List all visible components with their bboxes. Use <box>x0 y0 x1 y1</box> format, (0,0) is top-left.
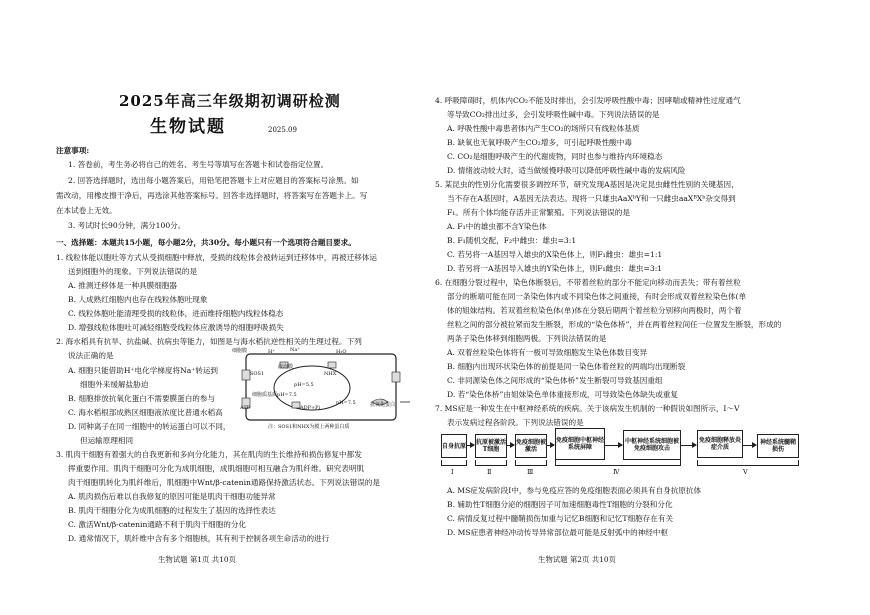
diagram-label: 细胞膜 <box>232 348 248 354</box>
option: C. 病情反复过程中髓鞘损伤加重与记忆B细胞和记忆T细胞存在有关 <box>447 514 674 523</box>
option: B. 缺氧也无氧呼吸产生CO₂增多，可引起呼吸性酸中毒 <box>447 138 632 147</box>
notice-line: 2. 回答选择题时，选出每小题答案后，用铅笔把答题卡上对应题目的答案标号涂黑。如 <box>68 176 359 185</box>
membrane-transport-diagram <box>232 342 412 432</box>
question-stem: 等导致CO₂排出过多，会引发呼吸性碱中毒。下列说法错误的是 <box>447 110 660 119</box>
diagram-label: H⁺ <box>268 349 275 355</box>
question-stem: 挥重要作用。肌肉干细胞可分化为成肌细胞，成肌细胞可相互融合为肌纤维。研究表明肌 <box>68 464 365 473</box>
diagram-label: ADP+Pi <box>300 405 321 411</box>
flow-arrow <box>546 445 554 446</box>
question-stem: 说法正确的是 <box>68 351 114 360</box>
question-stem: F₁。所有个体均能存活并正常繁殖。下列说法错误的是 <box>447 208 630 217</box>
option: D. MS症患者神经冲动传导异常部位最可能是反射弧中的神经中枢 <box>447 528 669 537</box>
stage-label: Ⅴ <box>743 468 748 476</box>
option: A. 肌肉损伤后难以自我修复的原因可能是肌肉干细胞功能异常 <box>68 492 276 501</box>
option: A. 双着丝粒染色体将有一极可导致细胞发生染色体数目变异 <box>447 348 648 357</box>
question-stem: 5. 某昆虫的性别分化需要很多调控环节，研究发现A基因是决定昆虫雌性性别的关键基因， <box>435 180 739 189</box>
option: A. 细胞只能借助H⁺电化学梯度将Na⁺转运到 <box>68 366 219 375</box>
question-stem: 1. 线粒体能以胞吐等方式从受损细胞中释放，受损的线粒体会被转运到迁移体中，再被迁移体运 <box>56 253 377 262</box>
stage-brace <box>475 460 507 466</box>
flow-arrow <box>742 445 756 446</box>
page-footer: 生物试题 第2页 共10页 <box>538 555 616 564</box>
flow-box: 免疫细胞被激活 <box>515 434 547 458</box>
diagram-label: 液泡膜 <box>278 364 294 370</box>
question-stem: 部分的断端可能在同一条染色体内或不同染色体之间重接，有时会形成双着丝粒染色体(单 <box>447 292 747 301</box>
flow-box: 中枢神经系统细胞被免疫细胞攻击 <box>623 430 681 460</box>
question-stem: 丝粒之间的部分被拉紧而发生断裂，形成的“染色体桥”，并在两着丝粒间任一位置发生断裂，形成的 <box>447 320 782 329</box>
option: C. 激活Wnt/β-catenin通路不利于肌肉干细胞的分化 <box>68 520 247 529</box>
diagram-label: Na⁺ <box>290 347 300 353</box>
diagram-label: pH=5.5 <box>294 382 314 388</box>
exam-date: 2025.09 <box>268 126 297 134</box>
page-footer: 生物试题 第1页 共10页 <box>158 555 236 564</box>
question-stem: 4. 呼吸障碍时，机体内CO₂不能及时排出，会引发呼吸性酸中毒；因哮喘或精神性过度通气 <box>435 96 741 105</box>
option: C. 海水稻根部成熟区细胞液浓度比普通水稻高 <box>68 408 223 417</box>
question-stem: 肉干细胞肌转化为肌纤维后，肌细胞中Wnt/β-catenin通路保持激活状态。下列说法错误的是 <box>68 478 380 487</box>
flow-box: 免疫细胞释放炎症介质 <box>697 430 743 458</box>
flow-arrow <box>466 445 474 446</box>
flow-box: 自身抗原 <box>441 434 467 458</box>
option: D. 增强线粒体胞吐可减轻细胞受线粒体应激诱导的细胞呼吸损失 <box>68 323 284 332</box>
option: C. 非同源染色体之间形成的“染色体桥”发生断裂可导致基因重组 <box>447 376 663 385</box>
diagram-note: 注：SOS1和NHX为膜上两种蛋白质 <box>268 424 350 430</box>
question-stem: 表示发病过程各阶段。下列说法错误的是 <box>447 418 584 427</box>
option: B. 辅助性T细胞分泌的细胞因子可加速细胞毒性T细胞的分裂和分化 <box>447 500 673 509</box>
option: A. 呼吸性酸中毒患者体内产生CO₂的场所只有线粒体基质 <box>447 124 640 133</box>
flow-box: 免疫细胞中枢神经系统屏障 <box>555 428 605 460</box>
option: 细胞外来缓解盐胁迫 <box>80 380 149 389</box>
diagram-label: H₂O <box>336 349 347 355</box>
stage-label: Ⅱ <box>487 468 492 476</box>
option: D. 通常情况下，肌纤维中含有多个细胞核，其有利于控制各项生命活动的进行 <box>68 534 330 543</box>
option: D. 若“染色体桥”由姐妹染色单体重接形成，可导致染色体缺失或重复 <box>447 390 679 399</box>
stage-label: Ⅲ <box>527 468 534 476</box>
flow-box: 神经系统髓鞘损伤 <box>757 434 799 458</box>
question-stem: 送到细胞外的现象。下列说法错误的是 <box>68 267 198 276</box>
notice-heading: 注意事项: <box>56 146 90 155</box>
diagram-label: 抗氧化蛋白 <box>370 402 396 408</box>
option: C. 若另将一A基因导入雄虫的X染色体上，则F₁雌虫：雄虫=1:1 <box>447 250 663 259</box>
exam-title: 2025年高三年级期初调研检测 <box>119 92 341 110</box>
diagram-label: pH=7.5 <box>336 400 356 406</box>
option: D. 情绪波动较大时，适当做缓慢呼吸可以降低呼吸性碱中毒的发病风险 <box>447 166 686 175</box>
diagram-label: ATP <box>240 405 251 411</box>
option: D. 同种离子在同一细胞中的转运蛋白可以不同， <box>68 422 231 431</box>
stage-brace <box>555 460 681 466</box>
option: B. 细胞内出现环状染色体的前提是同一染色体着丝粒的两端均出现断裂 <box>447 362 686 371</box>
notice-line: 3. 考试时长90分钟，满分100分。 <box>68 221 186 230</box>
option: 但运输原理相同 <box>80 436 134 445</box>
question-stem: 3. 肌肉干细胞有着强大的自我更新和多向分化能力，其在肌肉的生长维持和损伤修复中都发 <box>56 450 362 459</box>
option: D. 若另将一A基因导入雄虫的Y染色体上，则F₁雌虫：雄虫=3:1 <box>447 264 663 273</box>
option: B. F₁随机交配，F₂中雌虫：雄虫=3:1 <box>447 236 577 245</box>
stage-label: Ⅳ <box>613 468 620 476</box>
flow-arrow <box>680 445 696 446</box>
option: B. 细胞排放抗氧化蛋白不需要膜蛋白的参与 <box>68 394 216 403</box>
stage-brace <box>515 460 547 466</box>
diagram-label: NHX <box>324 371 337 377</box>
option: C. CO₂是细胞呼吸产生的代谢废物，同时也参与维持内环境稳态 <box>447 152 663 161</box>
question-stem: 6. 在细胞分裂过程中，染色体断裂后，不带着丝粒的部分不能定向移动而丢失；带有着丝粒 <box>435 278 741 287</box>
subject-title: 生物试题 <box>150 117 226 137</box>
section-heading: 一、选择题：本题共15小题，每小题2分，共30分。每小题只有一个选项符合题目要求。 <box>56 238 356 247</box>
option: A. F₁中的雄虫都不含Y染色体 <box>447 222 547 231</box>
option: B. 人成熟红细胞内也存在线粒体胞吐现象 <box>68 295 208 304</box>
question-stem: 2. 海水稻具有抗旱、抗盐碱、抗病虫等能力，如图是与海水稻抗逆性相关的生理过程。下列 <box>56 337 362 346</box>
question-stem: 当不存在A基因时，A基因无法表达。现将一只雄虫AaXᵇY和一只雌虫aaXᴮXᵇ杂交得到 <box>447 194 736 203</box>
option: C. 线粒体胞吐能清理受损的线粒体，进而维持细胞内线粒体稳态 <box>68 309 284 318</box>
diagram-label: SOS1 <box>250 371 265 377</box>
ms-flow-diagram <box>437 428 822 480</box>
stage-brace <box>441 460 467 466</box>
option: B. 肌肉干细胞分化为成肌细胞的过程发生了基因的选择性表达 <box>68 506 276 515</box>
option: A. 推测迁移体是一种具膜细胞器 <box>68 281 178 290</box>
question-stem: 7. MS症是一种发生在中枢神经系统的疾病。关于该病发生机制的一种假说如图所示，Ⅰ～Ⅴ <box>435 404 740 413</box>
flow-arrow <box>604 445 622 446</box>
diagram-label: 细胞质基质pH=7.5 <box>252 392 297 398</box>
notice-line: 1. 答卷前，考生务必将自己的姓名、考生号等填写在答题卡和试卷指定位置。 <box>68 160 329 169</box>
notice-line: 需改动，用橡皮擦干净后，再选涂其他答案标号。回答非选择题时，将答案写在答题卡上。写 <box>56 191 368 200</box>
notice-line: 在本试卷上无效。 <box>56 206 117 215</box>
question-stem: 体的姐妹结构。若双着丝粒染色体(单)体在分裂后期两个着丝粒分别移向两极时，两个着 <box>447 306 742 315</box>
right-page <box>435 0 870 615</box>
option: A. MS症发病阶段Ⅰ中，参与免疫应答的免疫细胞表面必须具有自身抗原抗体 <box>447 486 702 495</box>
question-stem: 两条子染色体移到细胞两极。下列说法错误的是 <box>447 334 607 343</box>
stage-label: Ⅰ <box>451 468 454 476</box>
stage-brace <box>697 460 799 466</box>
flow-box: 抗原被激活T细胞 <box>475 434 507 458</box>
flow-arrow <box>506 445 514 446</box>
